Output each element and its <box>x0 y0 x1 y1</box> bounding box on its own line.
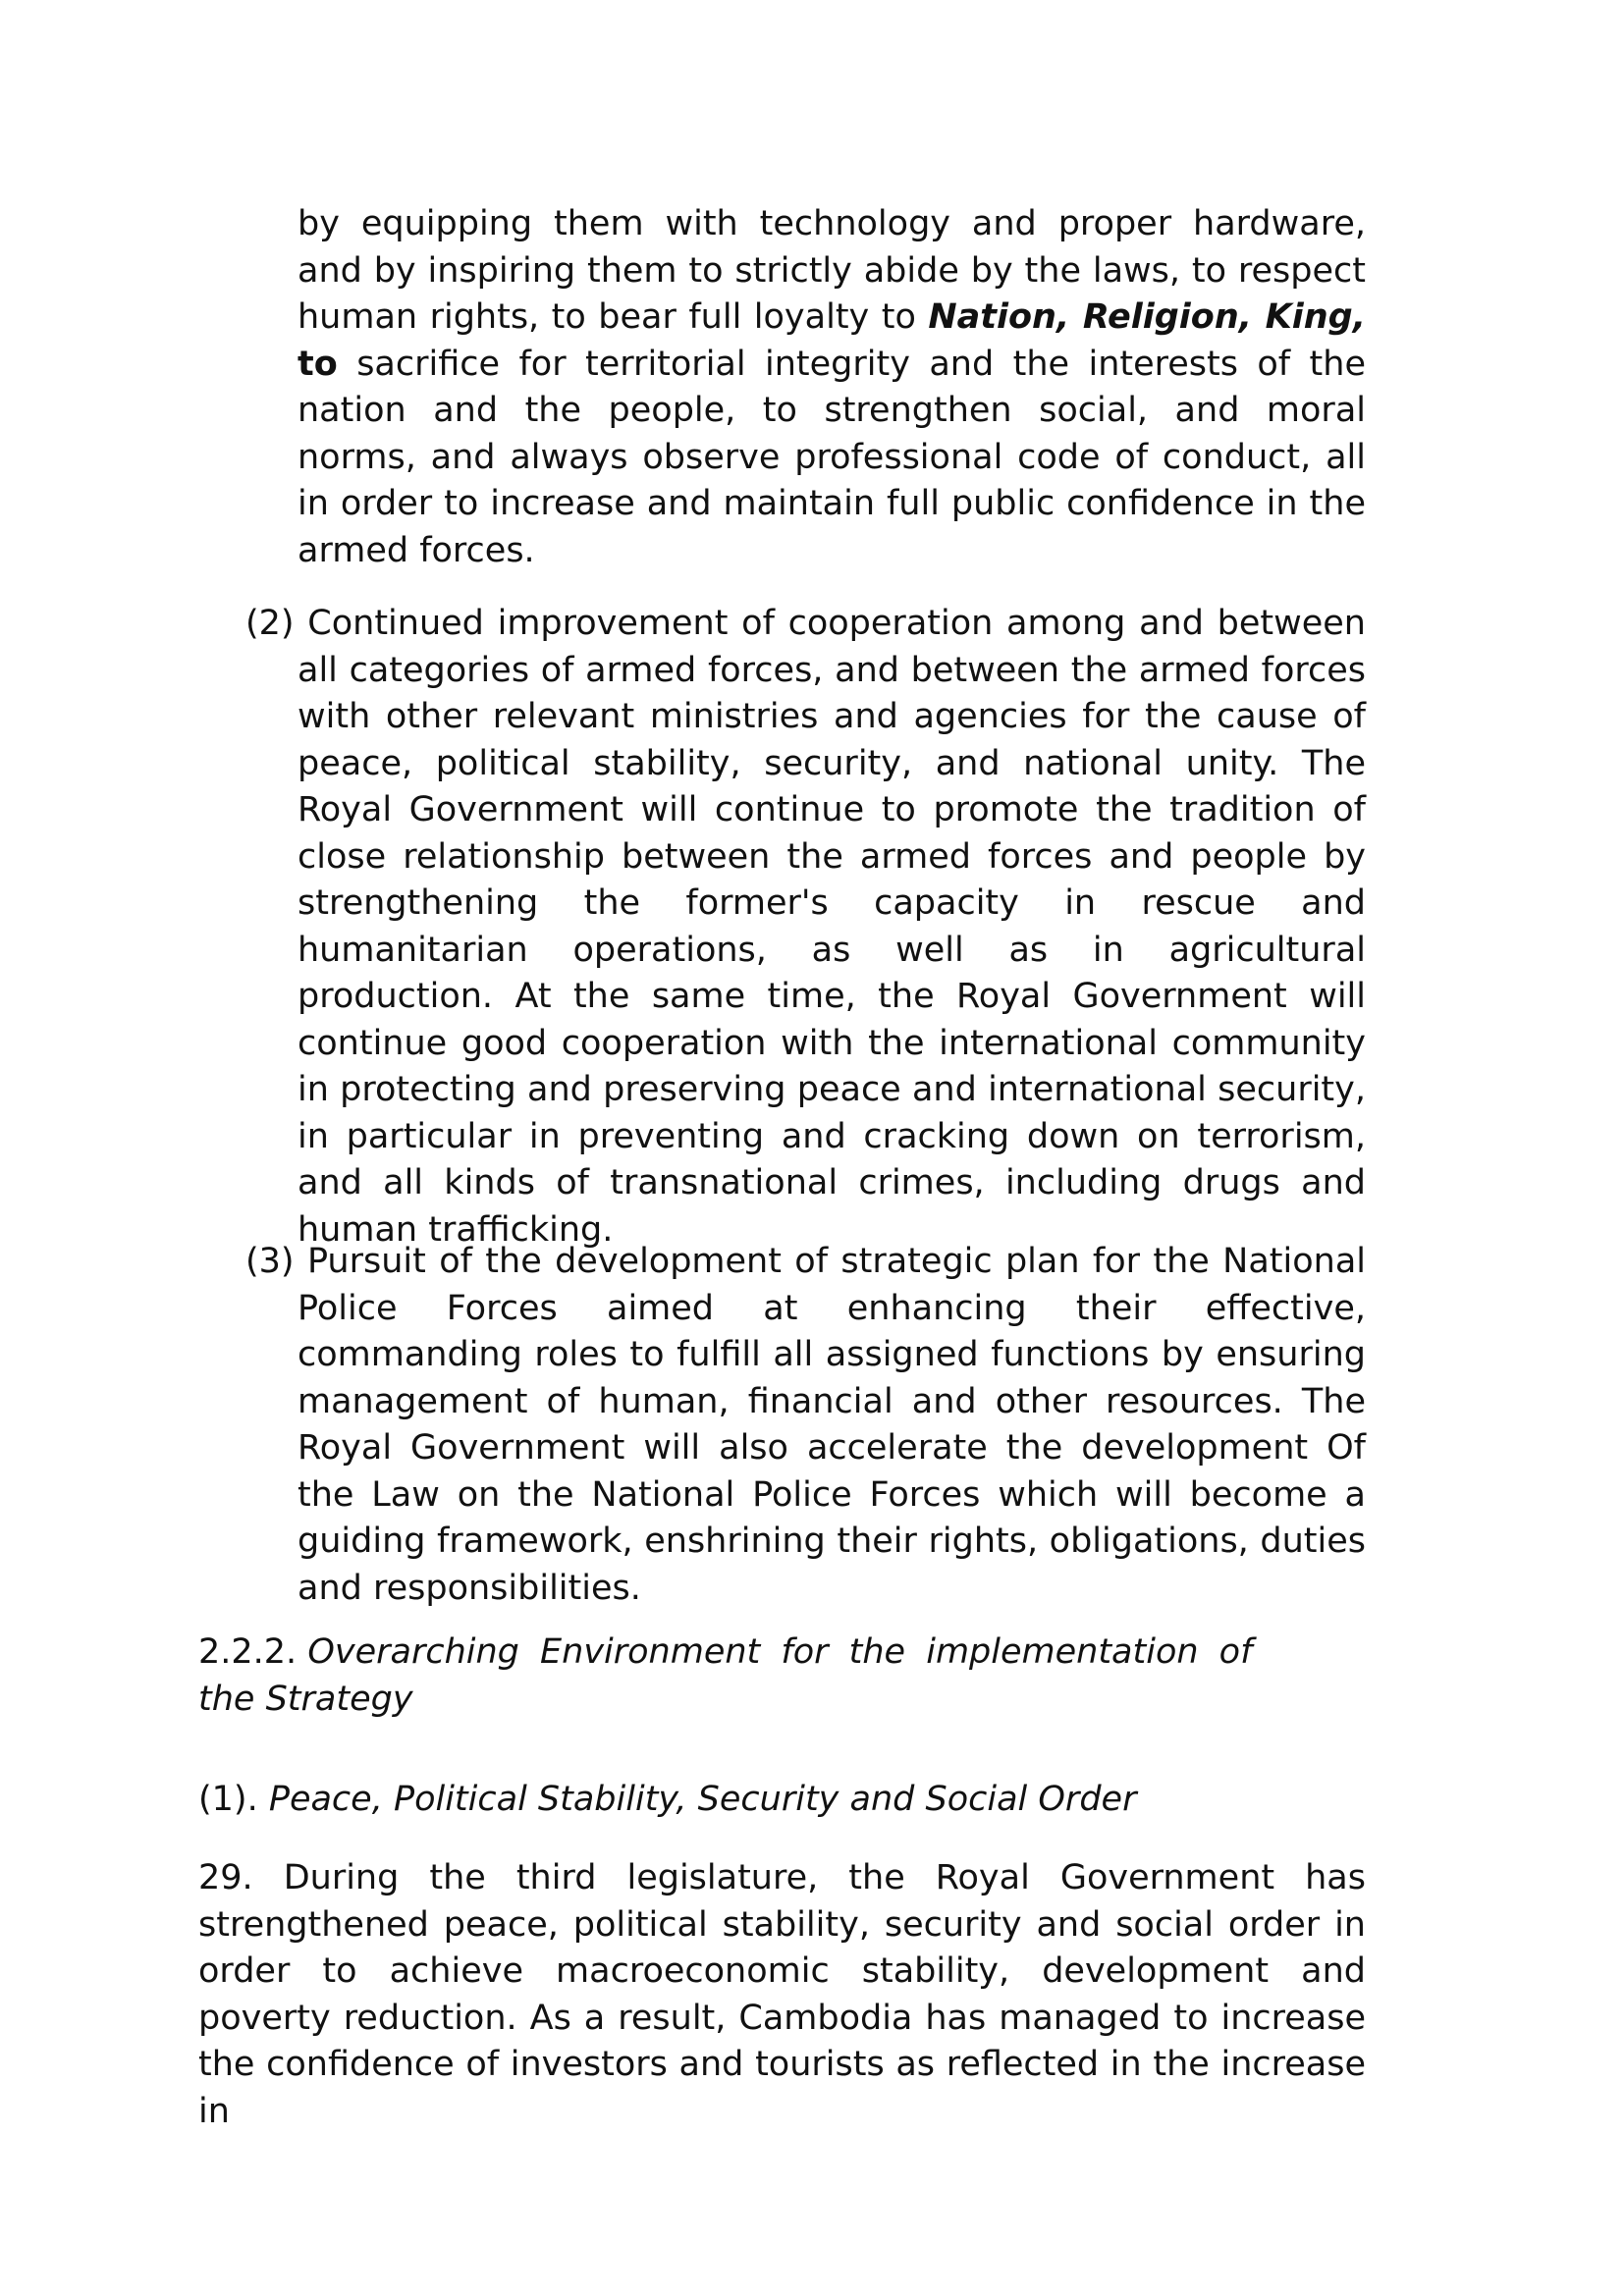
subsection-title: Peace, Political Stability, Security and Social Order <box>268 1780 1137 1819</box>
intro-paragraph-text <box>298 201 1366 574</box>
list-item-text <box>245 1239 1366 1612</box>
intro-text-after: sacrifice for territorial integrity and the interests of the nation and the people, to strengthen social, and moral norms, and always observe professional code of conduct, all in order to increase and maintain full public confidence in the armed forces. <box>298 344 1366 570</box>
list-item <box>245 1239 1366 1612</box>
intro-emphasis-to: to <box>298 344 338 384</box>
paragraph-29 <box>198 1855 1366 2135</box>
list-item-label: (2) <box>245 604 295 643</box>
list-item <box>245 601 1366 1254</box>
subsection-heading <box>198 1777 1298 1824</box>
subsection-number: (1). <box>198 1780 258 1819</box>
section-heading-line-1 <box>198 1629 1298 1677</box>
list-item-body: Continued improvement of cooperation among and between all categories of armed forces, and between the armed forces with other relevant ministries and agencies for the cause of peace, political stability, security, and national unity. The Royal Government will continue to promote the tradition of close relationship between the armed forces and people by strengthening the former's capacity in rescue and humanitarian operations, as well as in agricultural production. At the same time, the Royal Government will continue good cooperation with the international community in protecting and preserving peace and international security, in particular in preventing and cracking down on terrorism, and all kinds of transnational crimes, including drugs and human trafficking. <box>298 604 1366 1250</box>
list-item-body: Pursuit of the development of strategic plan for the National Police Forces aimed at enhancing their effective, commanding roles to fulfill all assigned functions by ensuring management of human, financial and other resources. The Royal Government will also accelerate the development Of the Law on the National Police Forces which will become a guiding framework, enshrining their rights, obligations, duties and responsibilities. <box>298 1242 1366 1608</box>
intro-text-before: by equipping them with technology and proper hardware, and by inspiring them to strictly abide by the laws, to respect human rights, to bear full loyalty to <box>298 204 1366 337</box>
section-number: 2.2.2. <box>198 1632 298 1672</box>
paragraph-29-text: 29. During the third legislature, the Royal Government has strengthened peace, political stability, security and social order in order to achieve macroeconomic stability, development and poverty reduction. As a result, Cambodia has managed to increase the confidence of investors and tourists as reflected in the increase in <box>198 1858 1366 2131</box>
section-heading-line-2 <box>198 1677 1298 1724</box>
section-heading <box>198 1629 1298 1723</box>
list-item-label: (3) <box>245 1242 295 1281</box>
intro-paragraph <box>298 201 1366 574</box>
list-item-text <box>245 601 1366 1254</box>
section-title-line-2: the Strategy <box>198 1679 413 1719</box>
intro-emphasis: Nation, Religion, King, <box>928 297 1366 337</box>
section-title-line-1: Overarching Environment for the implementation of <box>307 1632 1253 1672</box>
